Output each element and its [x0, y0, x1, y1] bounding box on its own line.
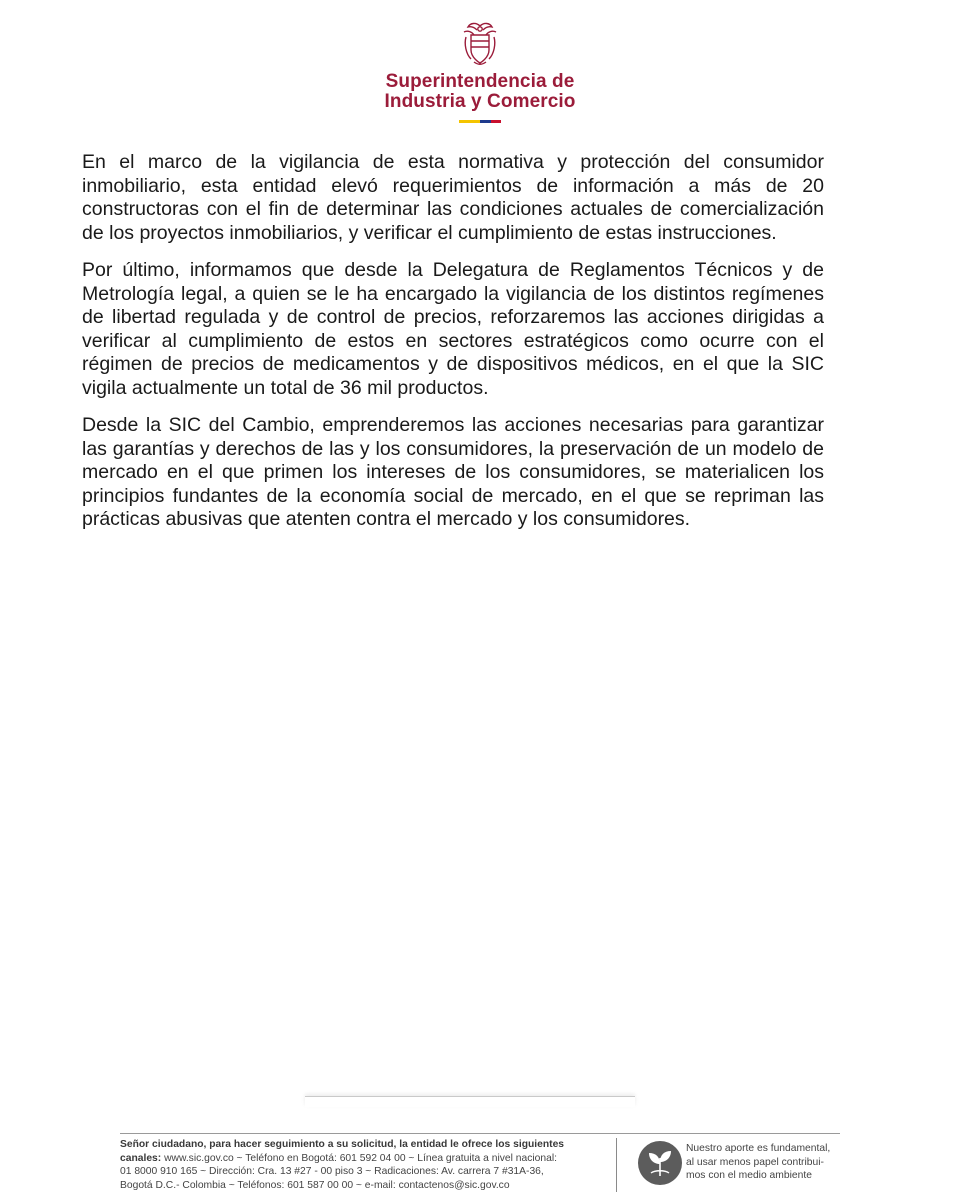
- eco-leaf-icon: [637, 1140, 683, 1186]
- footer-line-3: 01 8000 910 165 ~ Dirección: Cra. 13 #27 - 00 piso 3 ~ Radicaciones: Av. carrera 7 #31A-36,: [120, 1166, 544, 1178]
- body-paragraph-3: Desde la SIC del Cambio, emprenderemos las acciones necesarias para garantizar las garantías y derechos de las y los consumidores, la preservación de un modelo de mercado en el que primen los intereses de los consumidores, se materialicen los principios fundantes de la economía social de mercado, en el que se repriman las prácticas abusivas que atenten contra el mercado y los consumidores.: [82, 414, 824, 530]
- footer-channels-text: www.sic.gov.co ~ Teléfono en Bogotá: 601 592 04 00 ~ Línea gratuita a nivel nacional:: [161, 1152, 557, 1164]
- footer-intro: Señor ciudadano, para hacer seguimiento a su solicitud, la entidad le ofrece los siguientes: [120, 1139, 565, 1150]
- footer-contact-info: [120, 1138, 598, 1192]
- page-edge-shadow: [305, 1096, 635, 1107]
- flag-yellow-stripe: [459, 120, 480, 123]
- body-paragraph-1: En el marco de la vigilancia de esta normativa y protección del consumidor inmobiliario, esta entidad elevó requerimientos de información a más de 20 constructoras con el fin de determinar las condiciones actuales de comercialización de los proyectos inmobiliarios, y verificar el cumplimiento de estas instrucciones.: [82, 151, 824, 244]
- eco-message-line1: Nuestro aporte es fundamental,: [686, 1143, 831, 1154]
- eco-message-line2: al usar menos papel contribui-: [686, 1156, 824, 1168]
- document-body: [82, 151, 824, 546]
- footer-eco-message: [686, 1142, 846, 1183]
- organization-name-line1: Superintendencia de: [385, 71, 575, 92]
- footer-channels-label: canales:: [120, 1152, 162, 1164]
- document-header: [0, 20, 960, 123]
- flag-red-stripe: [491, 120, 502, 123]
- coat-of-arms-icon: [458, 20, 502, 68]
- footer-divider: [616, 1138, 617, 1192]
- organization-name: [0, 72, 960, 112]
- eco-message-line3: mos con el medio ambiente: [686, 1170, 812, 1182]
- organization-name-line2: Industria y Comercio: [384, 91, 576, 112]
- footer-line-2: [120, 1152, 598, 1166]
- document-footer: [120, 1133, 840, 1196]
- body-paragraph-2: Por último, informamos que desde la Delegatura de Reglamentos Técnicos y de Metrología legal, a quien se le ha encargado la vigilancia de los distintos regímenes de libertad regulada y de control de precios, reforzaremos las acciones dirigidas a verificar al cumplimiento de estos en sectores estratégicos como ocurre con el régimen de precios de medicamentos y de dispositivos médicos, en el que la SIC vigila actualmente un total de 36 mil productos.: [82, 259, 824, 399]
- footer-line-4: Bogotá D.C.- Colombia ~ Teléfonos: 601 587 00 00 ~ e-mail: contactenos@sic.gov.co: [120, 1179, 510, 1191]
- colombian-flag-bar: [459, 120, 501, 123]
- flag-blue-stripe: [480, 120, 491, 123]
